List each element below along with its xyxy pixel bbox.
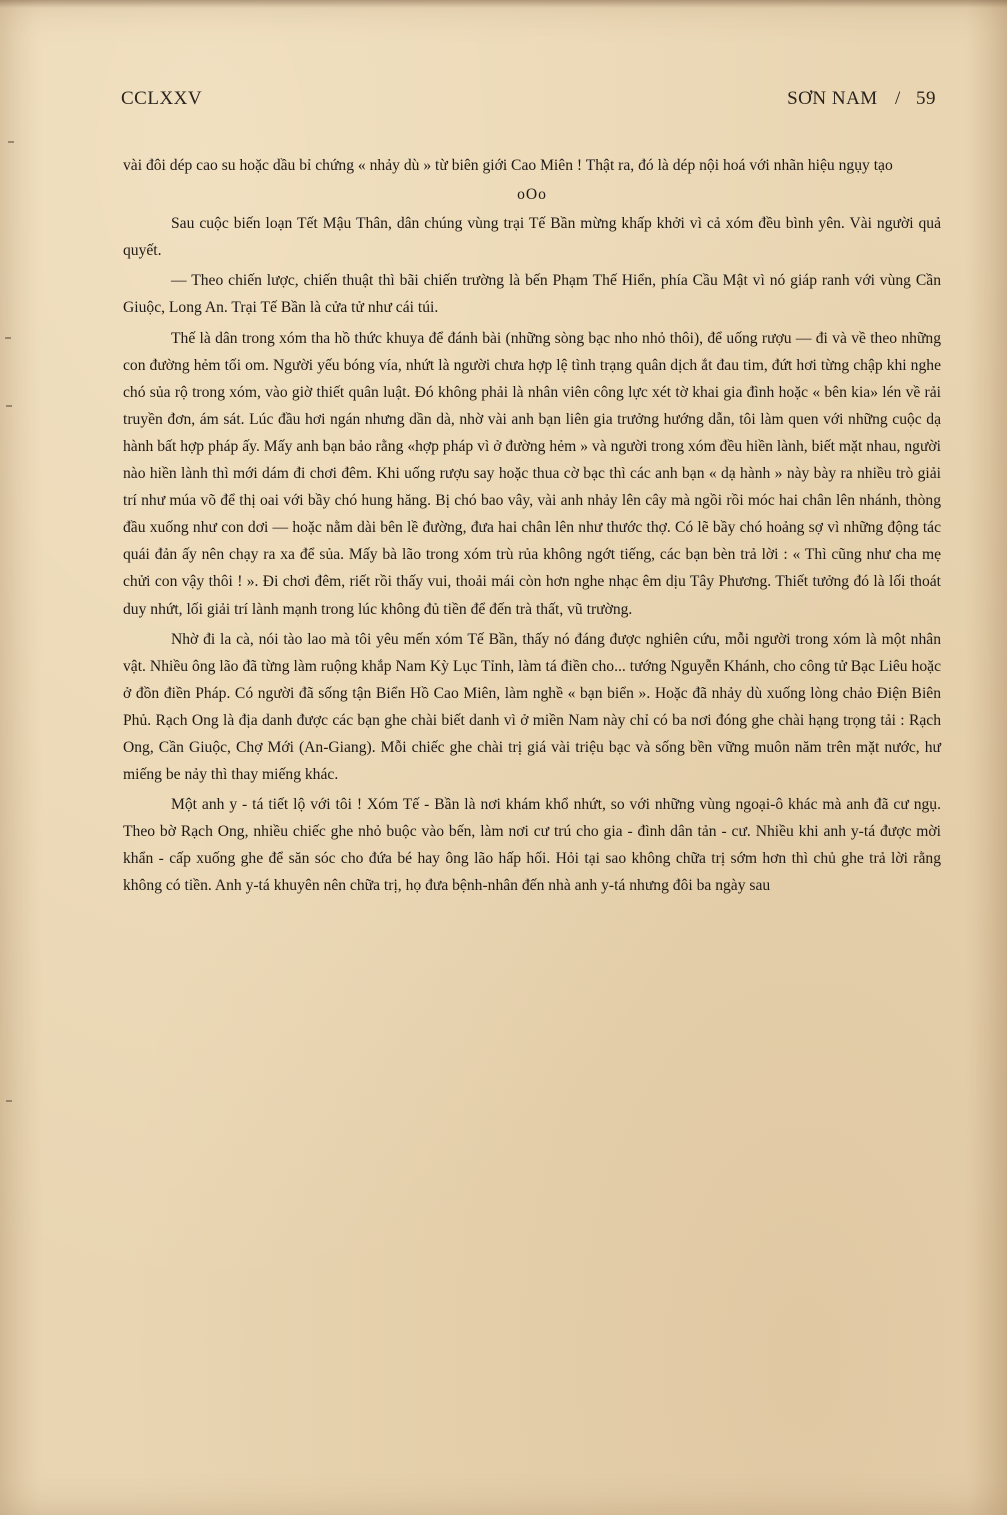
margin-mark (8, 141, 14, 143)
header-separator: / (894, 88, 901, 109)
header-right (787, 88, 936, 110)
paragraph-5: Nhờ đi la cà, nói tào lao mà tôi yêu mến xóm Tế Bần, thấy nó đáng được nghiên cứu, mỗi người trong xóm là một nhân vật. Nhiều ông lão đã từng làm ruộng khắp Nam Kỳ Lục Tỉnh, làm tá điền cho... tướng Nguyễn Khánh, cho công tử Bạc Liêu hoặc ở đồn điền Pháp. Có người đã sống tận Biển Hồ Cao Miên, làm nghề « bạn biển ». Hoặc đã nhảy dù xuống lòng chảo Điện Biên Phủ. Rạch Ong là địa danh được các bạn ghe chài biết danh vì ở miền Nam này chỉ có ba nơi đóng ghe chài hạng trọng tải : Rạch Ong, Cần Giuộc, Chợ Mới (An-Giang). Mỗi chiếc ghe chài trị giá vài triệu bạc và sống bền vững muôn năm trên mặt nước, hư miếng be nảy thì thay miếng khác. (123, 630, 941, 784)
margin-mark (6, 405, 12, 407)
author-name: SƠN NAM (787, 88, 878, 109)
paragraph-6: Một anh y - tá tiết lộ với tôi ! Xóm Tế - Bần là nơi khám khổ nhứt, so với những vùng ngoại-ô khác mà anh đã cư ngụ. Theo bờ Rạch Ong, nhiều chiếc ghe nhỏ buộc vào bến, làm nơi cư trú cho gia - đình dân tản - cư. Nhiều khi anh y-tá được mời khẩn - cấp xuống ghe để săn sóc cho đứa bé hay ông lão hấp hối. Hỏi tại sao không chữa trị sớm hơn thì chủ ghe trả lời rằng không có tiền. Anh y-tá khuyên nên chữa trị, họ đưa bệnh-nhân đến nhà anh y-tá nhưng đôi ba ngày sau (123, 796, 941, 895)
page-top-edge (0, 0, 1007, 8)
body-text (123, 152, 941, 900)
chapter-number: CCLXXV (121, 88, 203, 109)
section-ornament: oOo (517, 186, 547, 204)
paragraph-4: Thế là dân trong xóm tha hồ thức khuya để đánh bài (những sòng bạc nho nhỏ thôi), để uống rượu — đi và về theo những con đường hẻm tối om. Người yếu bóng vía, nhứt là người chưa hợp lệ tình trạng quân dịch ắt đau tim, đứt hơi từng chập khi nghe chó sủa rộ trong xóm, vào giờ thiết quân luật. Đó không phải là nhân viên công lực xét tờ khai gia đình hoặc « bên kia» lén về rải truyền đơn, ám sát. Lúc đầu hơi ngán nhưng dần dà, nhờ vài anh bạn liên gia trưởng hướng dẫn, tôi làm quen với những cuộc dạ hành bất hợp pháp ấy. Mấy anh bạn bảo rằng «hợp pháp vì ở đường hẻm » và người trong xóm đều hiền lành, biết mặt nhau, người nào hiền lành thì mới dám đi chơi đêm. Khi uống rượu say hoặc thua cờ bạc thì các anh bạn « dạ hành » này bày ra nhiều trò giải trí như múa võ để thị oai với bầy chó hung hăng. Bị chó bao vây, vài anh nhảy lên cây mà ngồi rồi móc hai chân lên nhánh, thòng đầu xuống như con dơi — hoặc nằm dài bên lề đường, đưa hai chân lên như thước thợ. Có lẽ bầy chó hoảng sợ vì những động tác quái đản ấy nên chạy ra xa để sủa. Mấy bà lão trong xóm trù rủa không ngớt tiếng, các bạn bèn trả lời : « Thì cũng như cha mẹ chửi con vậy thôi ! ». Đi chơi đêm, riết rồi thấy vui, thoải mái còn hơn nghe nhạc êm dịu Tây Phương. Thiết tưởng đó là lối thoát duy nhứt, lối giải trí lành mạnh trong lúc không đủ tiền để đến trà thất, vũ trường. (123, 329, 941, 618)
page-number: 59 (916, 88, 936, 109)
paragraph-3: — Theo chiến lược, chiến thuật thì bãi chiến trường là bến Phạm Thế Hiển, phía Cầu Mật vì nó giáp ranh với vùng Cần Giuộc, Long An. Trại Tế Bần là cửa tử như cái túi. (123, 272, 941, 317)
paragraph-2: Sau cuộc biến loạn Tết Mậu Thân, dân chúng vùng trại Tế Bần mừng khấp khởi vì cả xóm đều bình yên. Vài người quả quyết. (123, 215, 941, 260)
margin-mark (5, 337, 11, 339)
margin-mark (6, 1100, 12, 1102)
paragraph-1: vài đôi dép cao su hoặc dầu bỉ chứng « nhảy dù » từ biên giới Cao Miên ! Thật ra, đó là dép nội hoá với nhãn hiệu ngụy tạo (123, 157, 893, 174)
running-header (121, 88, 936, 116)
